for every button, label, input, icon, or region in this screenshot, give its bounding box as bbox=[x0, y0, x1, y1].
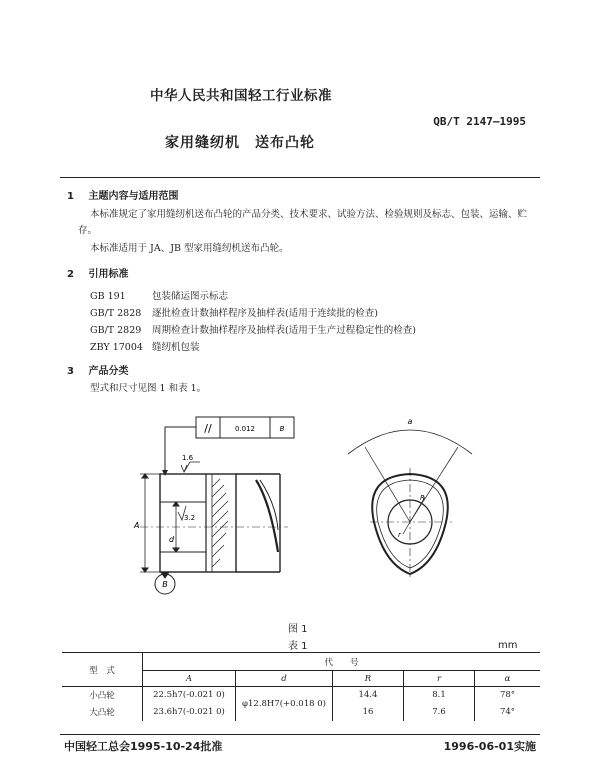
reference-code: GB/T 2829 bbox=[90, 325, 142, 336]
row-A: 22.5h7(-0.021 0) bbox=[143, 687, 236, 704]
row-d: φ12.8H7(+0.018 0) bbox=[236, 687, 333, 721]
angle-alpha-label: a bbox=[407, 417, 413, 426]
reference-item bbox=[90, 305, 378, 319]
col-A: A bbox=[143, 671, 236, 687]
col-alpha: α bbox=[475, 671, 541, 687]
table-row bbox=[62, 687, 540, 704]
row-R: 14.4 bbox=[333, 687, 404, 704]
reference-item bbox=[90, 322, 416, 336]
row-alpha: 78° bbox=[499, 690, 516, 701]
section-title: 产品分类 bbox=[88, 366, 129, 377]
reference-title: 缝纫机包装 bbox=[152, 342, 200, 353]
roughness-bore-label: 3.2 bbox=[184, 514, 196, 522]
reference-title: 包装储运图示标志 bbox=[152, 291, 229, 302]
spec-table bbox=[62, 652, 540, 721]
section-number: 3 bbox=[67, 366, 74, 377]
document-title: 家用缝纫机 送布凸轮 bbox=[165, 135, 315, 151]
datum-circle-letter: B bbox=[162, 580, 168, 589]
section-3-paragraph: 型式和尺寸见图 1 和表 1。 bbox=[90, 383, 207, 394]
reference-title: 周期检查计数抽样程序及抽样表(适用于生产过程稳定性的检查) bbox=[152, 325, 416, 336]
row-r: 7.6 bbox=[404, 704, 475, 721]
header-type: 型 式 bbox=[62, 653, 143, 687]
cam-front-view bbox=[348, 430, 472, 580]
radius-R-label: R bbox=[420, 494, 425, 502]
row-A: 23.6h7(-0.021 0) bbox=[143, 704, 236, 721]
standard-name: 中华人民共和国轻工行业标准 bbox=[150, 88, 332, 104]
col-d: d bbox=[236, 671, 333, 687]
section-title: 引用标准 bbox=[88, 269, 129, 280]
section-number: 2 bbox=[67, 269, 74, 280]
effective-date: 1996-06-01实施 bbox=[443, 740, 536, 753]
reference-code: ZBY 17004 bbox=[90, 342, 143, 353]
tolerance-symbol: // bbox=[204, 422, 212, 435]
reference-item bbox=[90, 288, 228, 302]
footer-rule bbox=[60, 734, 540, 735]
header-group: 代 号 bbox=[143, 653, 541, 671]
reference-item bbox=[90, 339, 200, 353]
row-type: 小凸轮 bbox=[62, 687, 143, 704]
section-number: 1 bbox=[67, 191, 74, 202]
section-2-heading bbox=[67, 265, 128, 280]
figure-1-drawing bbox=[120, 412, 500, 612]
col-r: r bbox=[404, 671, 475, 687]
reference-code: GB/T 2828 bbox=[90, 308, 142, 319]
col-R: R bbox=[333, 671, 404, 687]
radius-r-label: r bbox=[398, 531, 401, 539]
reference-code: GB 191 bbox=[90, 291, 126, 302]
table-caption: 表 1 bbox=[288, 641, 308, 652]
dim-d-label: d bbox=[169, 535, 175, 544]
issue-date: 中国轻工总会1995-10-24批准 bbox=[64, 740, 223, 753]
section-1-heading bbox=[67, 187, 178, 202]
row-alpha: 74° bbox=[499, 707, 516, 717]
standard-code: QB/T 2147—1995 bbox=[433, 115, 526, 128]
row-R: 16 bbox=[333, 704, 404, 721]
roughness-top-label: 1.6 bbox=[182, 454, 194, 462]
section-3-heading bbox=[67, 362, 128, 377]
dim-A-label: A bbox=[134, 521, 140, 530]
tolerance-value: 0.012 bbox=[234, 425, 256, 433]
section-title: 主题内容与适用范围 bbox=[88, 191, 179, 202]
section-1-paragraph-2: 本标准适用于 JA、JB 型家用缝纫机送布凸轮。 bbox=[90, 243, 289, 254]
table-unit: mm bbox=[498, 640, 518, 651]
reference-title: 逐批检查计数抽样程序及抽样表(适用于连续批的检查) bbox=[152, 308, 378, 319]
row-r: 8.1 bbox=[404, 687, 475, 704]
datum-letter: B bbox=[279, 425, 285, 433]
cam-side-view bbox=[140, 462, 288, 594]
section-1-paragraph-1: 本标准规定了家用缝纫机送布凸轮的产品分类、技术要求、试验方法、检验规则及标志、包装、运输、贮存。 bbox=[78, 209, 528, 236]
row-type: 大凸轮 bbox=[62, 704, 143, 721]
title-rule bbox=[60, 177, 540, 178]
figure-caption: 图 1 bbox=[288, 624, 308, 635]
